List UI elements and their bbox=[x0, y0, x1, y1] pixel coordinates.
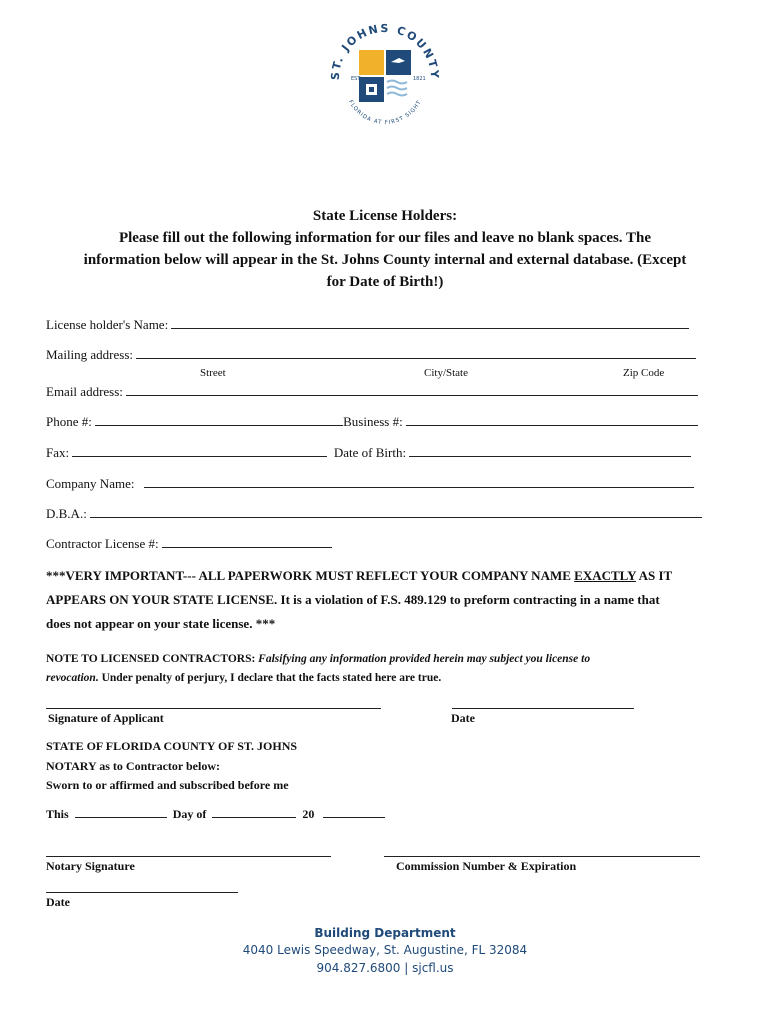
svg-text:FLORIDA AT FIRST SIGHT bbox=[347, 99, 423, 126]
logo-top-text: ST. JOHNS COUNTY bbox=[328, 21, 442, 81]
note-italic2: revocation. bbox=[46, 672, 99, 684]
notary-year-label: 20 bbox=[302, 807, 315, 821]
dob-label: Date of Birth: bbox=[333, 445, 407, 460]
note-label: NOTE TO LICENSED CONTRACTORS: bbox=[46, 653, 256, 665]
logo-motto: FLORIDA AT FIRST SIGHT bbox=[347, 99, 423, 127]
dob-field[interactable] bbox=[409, 445, 691, 457]
notary-day-field[interactable] bbox=[212, 806, 296, 818]
contractor-license-field[interactable] bbox=[162, 536, 332, 548]
fax-row bbox=[46, 445, 691, 461]
fax-label: Fax: bbox=[46, 445, 70, 460]
notary-state: STATE OF FLORIDA COUNTY OF ST. JOHNS bbox=[46, 739, 298, 753]
commission-line[interactable] bbox=[384, 856, 700, 857]
dba-row bbox=[46, 506, 702, 522]
footer-contact: 904.827.6800 | sjcfl.us bbox=[316, 961, 454, 975]
important-notice bbox=[46, 564, 736, 636]
applicant-signature-line[interactable] bbox=[46, 708, 381, 709]
logo-est: EST. bbox=[351, 76, 362, 82]
company-label: Company Name: bbox=[46, 476, 135, 491]
notary-this-label: This bbox=[46, 807, 69, 821]
license-holder-field[interactable] bbox=[171, 317, 689, 329]
licensed-contractor-note bbox=[46, 650, 590, 688]
footer-address: 4040 Lewis Speedway, St. Augustine, FL 32084 bbox=[242, 943, 528, 957]
important-exactly: EXACTLY bbox=[574, 568, 637, 583]
business-label: Business #: bbox=[343, 414, 403, 429]
email-label: Email address: bbox=[46, 384, 123, 399]
footer-department: Building Department bbox=[314, 926, 456, 940]
applicant-date-label: Date bbox=[451, 711, 475, 725]
heading-line3: information below will appear in the St. Johns County internal and external database. (Except bbox=[83, 252, 687, 268]
logo-year: 1821 bbox=[413, 76, 426, 82]
important-line1-end: AS IT bbox=[636, 568, 673, 583]
logo-quadrant-gold bbox=[359, 50, 384, 75]
notary-signature-line[interactable] bbox=[46, 856, 331, 857]
important-line3: does not appear on your state license. *** bbox=[46, 616, 276, 631]
notary-sworn: Sworn to or affirmed and subscribed before me bbox=[46, 778, 289, 792]
commission-label: Commission Number & Expiration bbox=[396, 859, 577, 873]
email-field[interactable] bbox=[126, 384, 698, 396]
contractor-license-label: Contractor License #: bbox=[46, 536, 159, 551]
company-row bbox=[46, 476, 694, 492]
county-seal-logo bbox=[325, 18, 445, 138]
business-field[interactable] bbox=[406, 414, 698, 426]
license-holder-label: License holder's Name: bbox=[46, 317, 169, 332]
heading-line4: for Date of Birth!) bbox=[326, 274, 444, 290]
important-line2: APPEARS ON YOUR STATE LICENSE. It is a violation of F.S. 489.129 to preform contracting in a name that bbox=[46, 592, 660, 607]
notary-this-field[interactable] bbox=[75, 806, 167, 818]
important-line1: ***VERY IMPORTANT--- ALL PAPERWORK MUST REFLECT YOUR COMPANY NAME bbox=[46, 568, 575, 583]
license-holder-row bbox=[46, 317, 689, 333]
notary-year-field[interactable] bbox=[323, 806, 385, 818]
dba-field[interactable] bbox=[90, 506, 702, 518]
mailing-row bbox=[46, 347, 696, 363]
svg-text:ST. JOHNS COUNTY bbox=[329, 22, 441, 80]
form-heading bbox=[40, 205, 730, 293]
notary-as-to: NOTARY as to Contractor below: bbox=[46, 759, 220, 773]
notary-day-of-label: Day of bbox=[172, 807, 207, 821]
applicant-date-line[interactable] bbox=[452, 708, 634, 709]
note-rest: Under penalty of perjury, I declare that the facts stated here are true. bbox=[101, 672, 442, 684]
phone-row bbox=[46, 414, 698, 430]
phone-field[interactable] bbox=[95, 414, 343, 426]
company-field[interactable] bbox=[144, 476, 694, 488]
email-row bbox=[46, 384, 698, 400]
mailing-field[interactable] bbox=[136, 347, 696, 359]
notary-signature-label: Notary Signature bbox=[46, 859, 135, 873]
notary-this-row bbox=[46, 806, 385, 822]
heading-title: State License Holders: bbox=[312, 208, 458, 224]
dba-label: D.B.A.: bbox=[46, 506, 87, 521]
contractor-license-row bbox=[46, 536, 332, 552]
mailing-label: Mailing address: bbox=[46, 347, 134, 362]
note-italic1: Falsifying any information provided herein may subject you license to bbox=[258, 653, 591, 665]
phone-label: Phone #: bbox=[46, 414, 92, 429]
city-state-sublabel: City/State bbox=[424, 367, 468, 379]
applicant-signature-label: Signature of Applicant bbox=[48, 711, 164, 725]
fax-field[interactable] bbox=[72, 445, 327, 457]
zip-sublabel: Zip Code bbox=[623, 367, 665, 379]
street-sublabel: Street bbox=[200, 367, 226, 379]
heading-line2: Please fill out the following information for our files and leave no blank spaces. The bbox=[118, 230, 652, 246]
notary-date-label: Date bbox=[46, 895, 70, 909]
notary-date-line[interactable] bbox=[46, 892, 238, 893]
